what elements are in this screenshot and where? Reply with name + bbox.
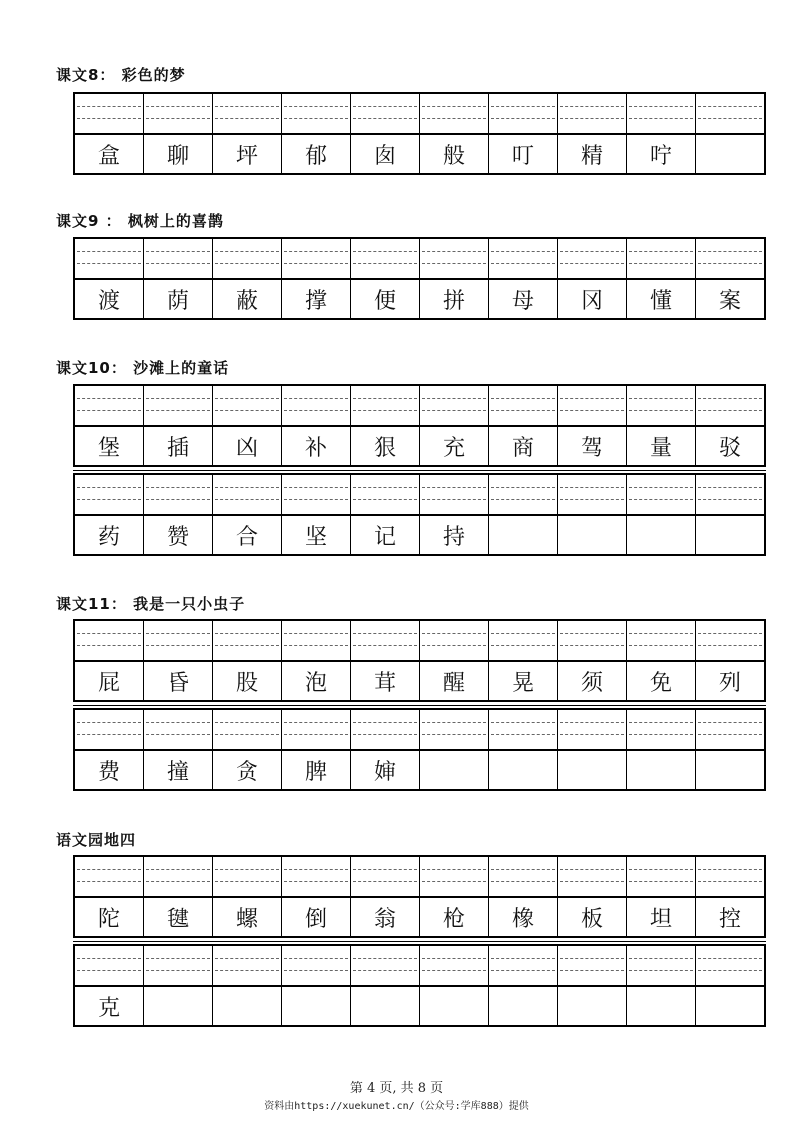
- char-cell: [420, 751, 489, 789]
- pinyin-cell: [144, 621, 213, 660]
- pinyin-cell: [489, 621, 558, 660]
- pinyin-row: [75, 239, 764, 280]
- char-cell: [696, 516, 764, 554]
- grid-block: [73, 708, 766, 791]
- pinyin-cell: [75, 94, 144, 133]
- char-cell: 插: [144, 427, 213, 465]
- char-cell: 板: [558, 898, 627, 936]
- pinyin-cell: [144, 94, 213, 133]
- pinyin-cell: [558, 621, 627, 660]
- char-cell: 驾: [558, 427, 627, 465]
- grid-block: [73, 944, 766, 1027]
- pinyin-cell: [351, 94, 420, 133]
- pinyin-cell: [75, 386, 144, 425]
- char-cell: 般: [420, 135, 489, 173]
- lesson-title: 课文10： 沙滩上的童话: [56, 359, 230, 377]
- char-cell: [144, 987, 213, 1025]
- char-cell: 量: [627, 427, 696, 465]
- pinyin-cell: [75, 239, 144, 278]
- pinyin-cell: [144, 857, 213, 896]
- pinyin-cell: [420, 857, 489, 896]
- char-cell: 凶: [213, 427, 282, 465]
- char-cell: 补: [282, 427, 351, 465]
- pinyin-cell: [627, 857, 696, 896]
- pinyin-cell: [351, 857, 420, 896]
- pinyin-cell: [489, 710, 558, 749]
- pinyin-cell: [213, 239, 282, 278]
- pinyin-row: [75, 386, 764, 427]
- pinyin-cell: [696, 710, 764, 749]
- char-cell: [696, 135, 764, 173]
- char-cell: 茸: [351, 662, 420, 700]
- pinyin-cell: [558, 475, 627, 514]
- pinyin-cell: [213, 621, 282, 660]
- char-row: [75, 898, 764, 936]
- char-cell: 咛: [627, 135, 696, 173]
- pinyin-cell: [558, 239, 627, 278]
- char-cell: 克: [75, 987, 144, 1025]
- pinyin-cell: [213, 475, 282, 514]
- lesson-title: 语文园地四: [56, 831, 137, 849]
- char-cell: 坪: [213, 135, 282, 173]
- char-cell: 蔽: [213, 280, 282, 318]
- char-cell: 晃: [489, 662, 558, 700]
- pinyin-cell: [696, 857, 764, 896]
- pinyin-cell: [282, 94, 351, 133]
- lesson-title: 课文9 ： 枫树上的喜鹊: [56, 212, 224, 230]
- char-cell: 须: [558, 662, 627, 700]
- char-cell: 精: [558, 135, 627, 173]
- char-cell: 撑: [282, 280, 351, 318]
- char-cell: [696, 751, 764, 789]
- char-cell: [213, 987, 282, 1025]
- grid-block: [73, 384, 766, 467]
- char-cell: 懂: [627, 280, 696, 318]
- pinyin-cell: [558, 710, 627, 749]
- char-cell: 橡: [489, 898, 558, 936]
- pinyin-cell: [627, 946, 696, 985]
- pinyin-cell: [282, 386, 351, 425]
- pinyin-cell: [213, 94, 282, 133]
- char-cell: 控: [718, 906, 741, 932]
- pinyin-cell: [489, 857, 558, 896]
- pinyin-cell: [351, 946, 420, 985]
- char-cell: 屁: [75, 662, 144, 700]
- char-row: [75, 987, 764, 1025]
- pinyin-cell: [627, 94, 696, 133]
- char-cell: 冈: [558, 280, 627, 318]
- pinyin-row: [75, 94, 764, 135]
- pinyin-row: [75, 475, 764, 516]
- pinyin-cell: [75, 946, 144, 985]
- char-cell: 撞: [144, 751, 213, 789]
- pinyin-row: [75, 857, 764, 898]
- char-cell: 泡: [282, 662, 351, 700]
- lesson-title: 课文8： 彩色的梦: [56, 66, 186, 84]
- pinyin-cell: [489, 475, 558, 514]
- grid-block: [73, 237, 766, 320]
- char-cell: [351, 987, 420, 1025]
- char-cell: 案: [718, 288, 741, 314]
- char-cell: 囱: [351, 135, 420, 173]
- pinyin-cell: [144, 710, 213, 749]
- pinyin-cell: [696, 239, 764, 278]
- pinyin-cell: [75, 857, 144, 896]
- char-cell: 渡: [75, 280, 144, 318]
- char-cell: 枪: [420, 898, 489, 936]
- char-cell: 翁: [351, 898, 420, 936]
- pinyin-row: [75, 621, 764, 662]
- pinyin-cell: [282, 946, 351, 985]
- pinyin-cell: [696, 946, 764, 985]
- char-cell: 便: [351, 280, 420, 318]
- pinyin-cell: [282, 710, 351, 749]
- pinyin-cell: [627, 710, 696, 749]
- pinyin-cell: [420, 239, 489, 278]
- char-row: [75, 662, 764, 700]
- pinyin-cell: [213, 386, 282, 425]
- pinyin-cell: [420, 386, 489, 425]
- pinyin-cell: [75, 710, 144, 749]
- grid-block: [73, 92, 766, 175]
- char-cell: 费: [75, 751, 144, 789]
- pinyin-cell: [489, 94, 558, 133]
- pinyin-cell: [144, 475, 213, 514]
- pinyin-cell: [282, 857, 351, 896]
- grid-block: [73, 855, 766, 938]
- char-cell: 陀: [75, 898, 144, 936]
- char-cell: 毽: [144, 898, 213, 936]
- pinyin-cell: [144, 386, 213, 425]
- pinyin-cell: [489, 946, 558, 985]
- pinyin-cell: [627, 239, 696, 278]
- char-cell: 记: [351, 516, 420, 554]
- pinyin-cell: [351, 621, 420, 660]
- pinyin-cell: [696, 386, 764, 425]
- pinyin-cell: [696, 475, 764, 514]
- pinyin-cell: [627, 386, 696, 425]
- pinyin-cell: [558, 386, 627, 425]
- char-cell: [489, 987, 558, 1025]
- pinyin-cell: [282, 621, 351, 660]
- pinyin-cell: [696, 94, 764, 133]
- char-cell: 螺: [213, 898, 282, 936]
- pinyin-cell: [420, 94, 489, 133]
- char-cell: 拼: [420, 280, 489, 318]
- page-number: 第 4 页, 共 8 页: [349, 1081, 444, 1096]
- char-cell: 持: [420, 516, 489, 554]
- char-cell: 赞: [144, 516, 213, 554]
- char-row: [75, 427, 764, 465]
- char-cell: 股: [213, 662, 282, 700]
- char-row: [75, 135, 764, 173]
- pinyin-cell: [420, 710, 489, 749]
- pinyin-cell: [489, 386, 558, 425]
- char-cell: 盒: [75, 135, 144, 173]
- pinyin-cell: [282, 475, 351, 514]
- block-divider: [73, 705, 766, 706]
- char-cell: [420, 987, 489, 1025]
- char-cell: 商: [489, 427, 558, 465]
- pinyin-cell: [558, 94, 627, 133]
- lesson-title: 课文11： 我是一只小虫子: [56, 595, 246, 613]
- pinyin-cell: [558, 946, 627, 985]
- pinyin-row: [75, 710, 764, 751]
- pinyin-cell: [489, 239, 558, 278]
- char-cell: 充: [420, 427, 489, 465]
- pinyin-cell: [144, 239, 213, 278]
- pinyin-cell: [75, 475, 144, 514]
- grid-block: [73, 473, 766, 556]
- char-cell: 免: [627, 662, 696, 700]
- block-divider: [73, 941, 766, 942]
- char-cell: 列: [718, 670, 741, 696]
- char-cell: 药: [75, 516, 144, 554]
- pinyin-cell: [351, 239, 420, 278]
- pinyin-cell: [420, 946, 489, 985]
- char-cell: 驳: [718, 435, 741, 461]
- char-row: [75, 516, 764, 554]
- pinyin-cell: [558, 857, 627, 896]
- char-cell: [558, 987, 627, 1025]
- char-cell: 合: [213, 516, 282, 554]
- char-cell: [696, 987, 764, 1025]
- char-cell: [489, 516, 558, 554]
- pinyin-cell: [627, 475, 696, 514]
- char-cell: [558, 516, 627, 554]
- char-cell: [627, 987, 696, 1025]
- pinyin-cell: [351, 710, 420, 749]
- char-cell: 郁: [282, 135, 351, 173]
- char-cell: 昏: [144, 662, 213, 700]
- pinyin-cell: [351, 386, 420, 425]
- char-cell: 堡: [75, 427, 144, 465]
- char-cell: 荫: [144, 280, 213, 318]
- char-cell: [282, 987, 351, 1025]
- pinyin-cell: [213, 710, 282, 749]
- block-divider: [73, 470, 766, 471]
- char-cell: [627, 516, 696, 554]
- char-cell: 婶: [351, 751, 420, 789]
- char-cell: [558, 751, 627, 789]
- char-cell: [489, 751, 558, 789]
- char-row: [75, 280, 764, 318]
- pinyin-cell: [351, 475, 420, 514]
- char-cell: 狠: [351, 427, 420, 465]
- char-cell: [627, 751, 696, 789]
- pinyin-cell: [213, 857, 282, 896]
- grid-block: [73, 619, 766, 702]
- pinyin-cell: [282, 239, 351, 278]
- char-cell: 醒: [420, 662, 489, 700]
- char-cell: 母: [489, 280, 558, 318]
- pinyin-row: [75, 946, 764, 987]
- pinyin-cell: [420, 621, 489, 660]
- pinyin-cell: [213, 946, 282, 985]
- char-cell: 倒: [282, 898, 351, 936]
- pinyin-cell: [627, 621, 696, 660]
- pinyin-cell: [696, 621, 764, 660]
- char-cell: 聊: [144, 135, 213, 173]
- char-cell: 坦: [627, 898, 696, 936]
- char-row: [75, 751, 764, 789]
- char-cell: 坚: [282, 516, 351, 554]
- pinyin-cell: [420, 475, 489, 514]
- char-cell: 叮: [489, 135, 558, 173]
- char-cell: 贪: [213, 751, 282, 789]
- char-cell: 脾: [282, 751, 351, 789]
- pinyin-cell: [144, 946, 213, 985]
- pinyin-cell: [75, 621, 144, 660]
- source-note: 资料由https://xuekunet.cn/（公众号:学库888）提供: [264, 1101, 529, 1112]
